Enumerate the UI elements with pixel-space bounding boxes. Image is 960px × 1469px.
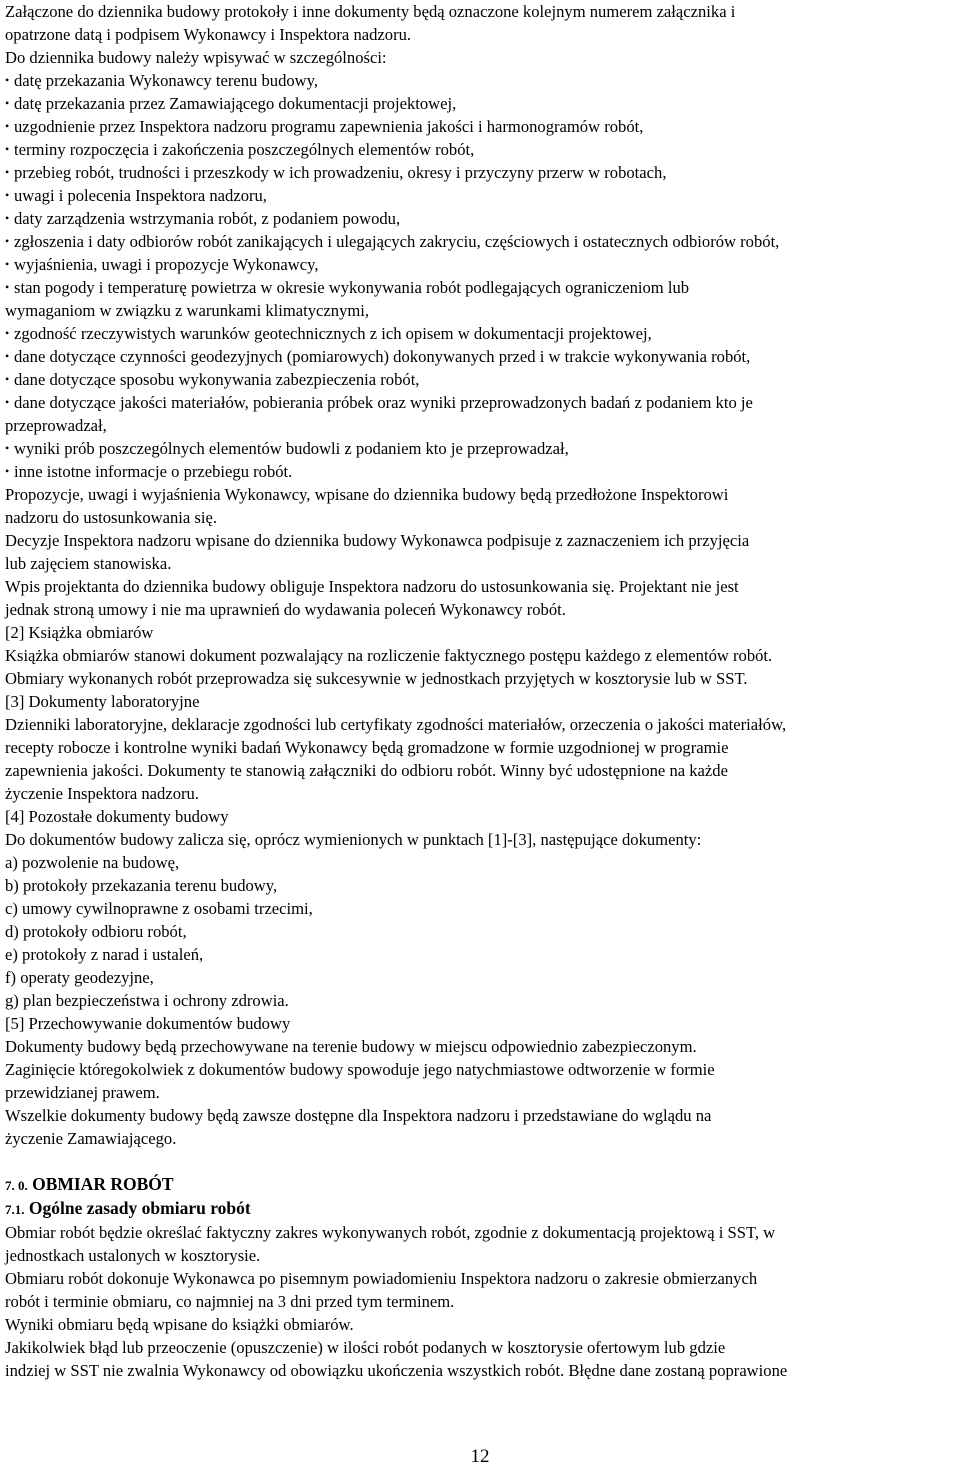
section-heading [5,1173,955,1197]
intro-line: Załączone do dziennika budowy protokoły i inne dokumenty będą oznaczone kolejnym numerem załącznika i [5,2,736,21]
bullet-item: • datę przekazania przez Zamawiającego dokumentacji projektowej, [5,92,955,115]
bullet-item: • stan pogody i temperaturę powietrza w okresie wykonywania robót podlegających ograniczeniom lub [5,276,955,299]
document-page [5,0,955,1382]
body-line: Wpis projektanta do dziennika budowy obliguje Inspektora nadzoru do ustosunkowania się. Projektant nie jest [5,577,739,596]
body-line: Wszelkie dokumenty budowy będą zawsze dostępne dla Inspektora nadzoru i przedstawiane do wglądu na [5,1106,712,1125]
bullet-item: • inne istotne informacje o przebiegu robót. [5,460,955,483]
body-line: Zaginięcie któregokolwiek z dokumentów budowy spowoduje jego natychmiastowe odtworzenie w formie [5,1060,715,1079]
body-line: f) operaty geodezyjne, [5,968,154,987]
section-line: indziej w SST nie zwalnia Wykonawcy od obowiązku ukończenia wszystkich robót. Błędne dane zostaną poprawione [5,1361,788,1380]
bullet-item: • wyniki prób poszczególnych elementów budowli z podaniem kto je przeprowadzał, [5,437,955,460]
section-line: Obmiaru robót dokonuje Wykonawca po pisemnym powiadomieniu Inspektora nadzoru o zakresie obmierzanych [5,1269,758,1288]
body-line: Propozycje, uwagi i wyjaśnienia Wykonawcy, wpisane do dziennika budowy będą przedłożone Inspektorowi [5,485,729,504]
document-body [5,483,955,1150]
body-line: recepty robocze i kontrolne wyniki badań Wykonawcy będą gromadzone w formie uzgodnionej w programie [5,738,729,757]
body-line: Książka obmiarów stanowi dokument pozwalający na rozliczenie faktycznego postępu każdego z elementów robót. [5,646,773,665]
section-line: Jakikolwiek błąd lub przeoczenie (opuszczenie) w ilości robót podanych w kosztorysie ofertowym lub gdzie [5,1338,726,1357]
subsection-title: Ogólne zasady obmiaru robót [28,1198,251,1218]
bullet-item: • dane dotyczące sposobu wykonywania zabezpieczenia robót, [5,368,955,391]
bullet-item: • datę przekazania Wykonawcy terenu budowy, [5,69,955,92]
subsection-number: 7.1. [5,1202,25,1217]
bullet-item: • dane dotyczące jakości materiałów, pobierania próbek oraz wyniki przeprowadzonych badań z podaniem kto je [5,391,955,414]
bullet-item: • terminy rozpoczęcia i zakończenia poszczególnych elementów robót, [5,138,955,161]
body-line: nadzoru do ustosunkowania się. [5,508,217,527]
body-line: lub zajęciem stanowiska. [5,554,172,573]
intro-line: Do dziennika budowy należy wpisywać w szczególności: [5,48,387,67]
section-gap [5,1150,955,1173]
body-line: d) protokoły odbioru robót, [5,922,187,941]
bullet-item-continuation: wymaganiom w związku z warunkami klimatycznymi, [5,301,370,320]
body-line: [3] Dokumenty laboratoryjne [5,692,200,711]
body-line: Dokumenty budowy będą przechowywane na terenie budowy w miejscu odpowiednio zabezpieczonym. [5,1037,697,1056]
bullet-item: • zgodność rzeczywistych warunków geotechnicznych z ich opisem w dokumentacji projektowej, [5,322,955,345]
body-line: Obmiary wykonanych robót przeprowadza się sukcesywnie w jednostkach przyjętych w kosztorysie lub w SST. [5,669,748,688]
bullet-item: • wyjaśnienia, uwagi i propozycje Wykonawcy, [5,253,955,276]
section-body [5,1221,955,1382]
intro-line: opatrzone datą i podpisem Wykonawcy i Inspektora nadzoru. [5,25,412,44]
section-line: robót i terminie obmiaru, co najmniej na 3 dni przed tym terminem. [5,1292,455,1311]
body-line: b) protokoły przekazania terenu budowy, [5,876,278,895]
subsection-heading [5,1197,955,1221]
bullet-item: • przebieg robót, trudności i przeszkody w ich prowadzeniu, okresy i przyczyny przerw w robotach, [5,161,955,184]
body-line: zapewnienia jakości. Dokumenty te stanowią załączniki do odbioru robót. Winny być udostępnione na każde [5,761,728,780]
body-line: jednak stroną umowy i nie ma uprawnień do wydawania poleceń Wykonawcy robót. [5,600,566,619]
section-line: jednostkach ustalonych w kosztorysie. [5,1246,261,1265]
bullet-item-continuation: przeprowadzał, [5,416,107,435]
diary-entry-list [5,69,955,483]
body-line: [4] Pozostałe dokumenty budowy [5,807,229,826]
page-number: 12 [470,1446,490,1467]
body-line: życzenie Inspektora nadzoru. [5,784,199,803]
body-line: [2] Książka obmiarów [5,623,154,642]
body-line: Decyzje Inspektora nadzoru wpisane do dziennika budowy Wykonawca podpisuje z zaznaczeniem ich przyjęcia [5,531,750,550]
bullet-item: • zgłoszenia i daty odbiorów robót zanikających i ulegających zakryciu, częściowych i ostatecznych odbiorów robót, [5,230,955,253]
body-line: życzenie Zamawiającego. [5,1129,177,1148]
body-line: a) pozwolenie na budowę, [5,853,180,872]
section-number: 7. 0. [5,1178,28,1193]
body-line: przewidzianej prawem. [5,1083,160,1102]
body-line: g) plan bezpieczeństwa i ochrony zdrowia. [5,991,289,1010]
bullet-item: • dane dotyczące czynności geodezyjnych (pomiarowych) dokonywanych przed i w trakcie wykonywania robót, [5,345,955,368]
intro-paragraph [5,0,955,69]
body-line: e) protokoły z narad i ustaleń, [5,945,204,964]
section-title: OBMIAR ROBÓT [32,1174,174,1194]
section-line: Obmiar robót będzie określać faktyczny zakres wykonywanych robót, zgodnie z dokumentacją projektową i SST, w [5,1223,776,1242]
body-line: [5] Przechowywanie dokumentów budowy [5,1014,291,1033]
body-line: Dzienniki laboratoryjne, deklaracje zgodności lub certyfikaty zgodności materiałów, orzeczenia o jakości materiałów, [5,715,787,734]
bullet-item: • uzgodnienie przez Inspektora nadzoru programu zapewnienia jakości i harmonogramów robót, [5,115,955,138]
section-line: Wyniki obmiaru będą wpisane do książki obmiarów. [5,1315,354,1334]
bullet-item: • daty zarządzenia wstrzymania robót, z podaniem powodu, [5,207,955,230]
body-line: c) umowy cywilnoprawne z osobami trzecimi, [5,899,313,918]
bullet-item: • uwagi i polecenia Inspektora nadzoru, [5,184,955,207]
body-line: Do dokumentów budowy zalicza się, oprócz wymienionych w punktach [1]-[3], następujące dokumenty: [5,830,702,849]
